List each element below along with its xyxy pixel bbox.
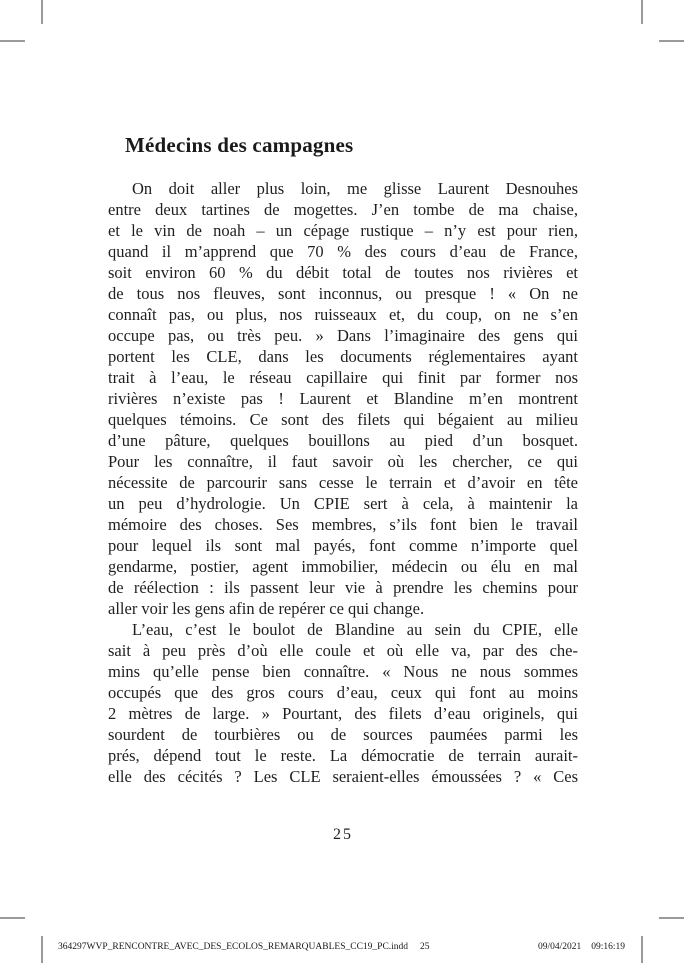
text-line: quand il m’apprend que 70 % des cours d’eau de France,	[108, 242, 578, 261]
slug-date: 09/04/2021	[537, 942, 582, 952]
text-line: nécessite de parcourir sans cesse le terrain et d’avoir en tête	[108, 473, 578, 492]
text-line: soit environ 60 % du débit total de toutes nos rivières et	[108, 263, 578, 282]
text-line: mémoire des choses. Ses membres, s’ils font bien le travail	[108, 515, 578, 534]
slug-left	[58, 942, 430, 952]
text-line: entre deux tartines de mogettes. J’en tombe de ma chaise,	[108, 200, 578, 219]
text-line: gendarme, postier, agent immobilier, médecin ou élu en mal	[108, 557, 578, 576]
text-line: prés, dépend tout le reste. La démocratie de terrain aurait-	[108, 746, 578, 765]
text-line: de tous nos fleuves, sont inconnus, ou presque ! « On ne	[108, 284, 578, 303]
crop-mark-bottom-left-horizontal	[0, 917, 25, 919]
body-text	[108, 178, 578, 787]
text-line: trait à l’eau, le réseau capillaire qui finit par former nos	[108, 368, 578, 387]
text-line: occupe pas, ou très peu. » Dans l’imaginaire des gens qui	[108, 326, 578, 345]
text-line: et le vin de noah – un cépage rustique – n’y est pour rien,	[108, 221, 578, 240]
page-number: 25	[333, 826, 353, 843]
crop-mark-bottom-right-horizontal	[659, 917, 684, 919]
crop-mark-top-left-vertical	[41, 0, 43, 24]
text-block	[108, 133, 578, 787]
slug-page-ref: 25	[420, 942, 430, 952]
text-line: elle des cécités ? Les CLE seraient-elles émoussées ? « Ces	[108, 767, 578, 786]
text-line: occupés que des gros cours d’eau, ceux qui font au moins	[108, 683, 578, 702]
text-line: rivières n’existe pas ! Laurent et Blandine m’en montrent	[108, 389, 578, 408]
text-line: un peu d’hydrologie. Un CPIE sert à cela, à maintenir la	[108, 494, 578, 513]
text-line: aller voir les gens afin de repérer ce qui change.	[108, 599, 425, 618]
slug-right	[538, 942, 625, 952]
text-line: quelques témoins. Ce sont des filets qui bégaient au milieu	[108, 410, 578, 429]
section-heading: Médecins des campagnes	[125, 133, 354, 157]
text-line: d’une pâture, quelques bouillons au pied d’un bosquet.	[108, 431, 578, 450]
crop-mark-top-left-horizontal	[0, 40, 25, 42]
text-line: connaît pas, ou plus, nos ruisseaux et, du coup, on ne s’en	[108, 305, 578, 324]
slug-time: 09:16:19	[591, 942, 625, 952]
text-line: mins qu’elle pense bien connaître. « Nous ne nous sommes	[108, 662, 578, 681]
text-line: On doit aller plus loin, me glisse Laurent Desnouhes	[132, 179, 578, 198]
text-line: sourdent de tourbières ou de sources paumées parmi les	[108, 725, 578, 744]
crop-mark-bottom-left-vertical	[41, 936, 43, 963]
text-line: portent les CLE, dans les documents réglementaires ayant	[108, 347, 578, 366]
text-line: de réélection : ils passent leur vie à prendre les chemins pour	[108, 578, 578, 597]
crop-mark-bottom-right-vertical	[641, 936, 643, 963]
text-line: 2 mètres de large. » Pourtant, des filets d’eau originels, qui	[108, 704, 578, 723]
text-line: pour lequel ils sont mal payés, font comme n’importe quel	[108, 536, 578, 555]
crop-mark-top-right-vertical	[641, 0, 643, 24]
text-line: sait à peu près d’où elle coule et où elle va, par des che-	[108, 641, 578, 660]
text-line: L’eau, c’est le boulot de Blandine au sein du CPIE, elle	[132, 620, 578, 639]
slug-filename: 364297WVP_RENCONTRE_AVEC_DES_ECOLOS_REMARQUABLES_CC19_PC.indd	[58, 942, 409, 952]
text-line: Pour les connaître, il faut savoir où les chercher, ce qui	[108, 452, 578, 471]
slug-line	[58, 942, 625, 952]
crop-mark-top-right-horizontal	[659, 40, 684, 42]
